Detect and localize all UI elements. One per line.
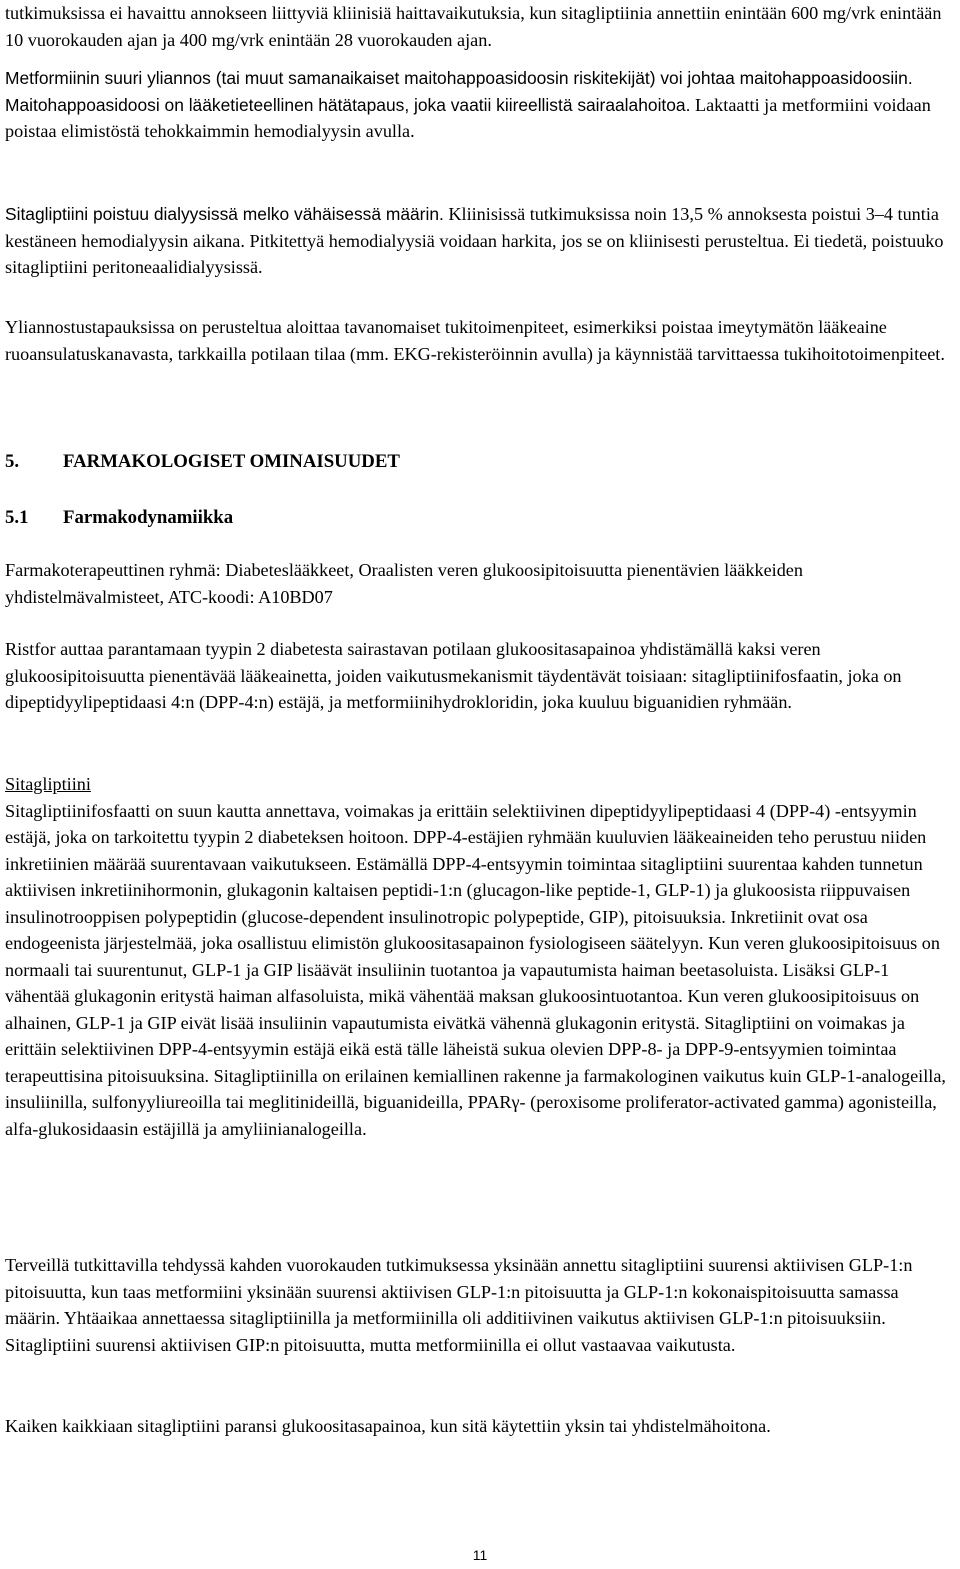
section-title: Farmakodynamiikka: [63, 507, 234, 528]
text-hemodialysis: Laktaatti ja metformiini voidaan poistaa elimistöstä tehokkaimmin hemodialyysin avulla.: [5, 94, 931, 141]
section-title: FARMAKOLOGISET OMINAISUUDET: [63, 451, 400, 472]
paragraph-sitagliptin-mechanism: Sitagliptiinifosfaatti on suun kautta annettava, voimakas ja erittäin selektiivinen dipeptidyylipeptidaasi 4 (DPP-4) -entsyymin estäjä, joka on tarkoitettu tyypin 2 diabeteksen hoitoon. DPP-4-estäjien ryhmään kuuluvien lääkeaineiden teho perustuu niiden inkretiinien määrää suurentavaan vaikutukseen. Estämällä DPP-4-entsyymin toimintaa sitagliptiini suurentaa kahden tunnetun aktiivisen inkretiinihormonin, glukagonin kaltaisen peptidi-1:n (glucagon-like peptide-1, GLP-1) ja glukoosista riippuvaisen insulinotrooppisen polypeptidin (glucose-dependent insulinotropic polypeptide, GIP), pitoisuuksia. Inkretiinit ovat osa endogeenista järjestelmää, joka osallistuu elimistön glukoositasapainon fysiologiseen säätelyyn. Kun veren glukoosipitoisuus on normaali tai suurentunut, GLP-1 ja GIP lisäävät insuliinin tuotantoa ja vapautumista haiman beetasoluista. Lisäksi GLP-1 vähentää glukagonin eritystä haiman alfasoluista, mikä vähentää maksan glukoosintuotantoa. Kun veren glukoosipitoisuus on alhainen, GLP-1 ja GIP eivät lisää insuliinin vapautumista eivätkä vähennä glukagonin eritystä. Sitagliptiini on voimakas ja erittäin selektiivinen DPP-4-entsyymin estäjä eikä estä tälle läheistä sukua olevien DPP-8- ja DPP-9-entsyymien toimintaa terapeuttisina pitoisuuksina. Sitagliptiinilla on erilainen kemiallinen rakenne ja farmakologinen vaikutus kuin GLP-1-analogeilla, insuliinilla, sulfonyyliureoilla tai meglitinideillä, biguanideilla, PPARγ- (peroxisome proliferator-activated gamma) agonisteilla, alfa-glukosidaasin estäjillä ja amyliinianalogeilla.: [5, 800, 946, 1139]
paragraph-atc-code: Farmakoterapeuttinen ryhmä: Diabeteslääkkeet, Oraalisten veren glukoosipitoisuutta pienentävien lääkkeiden yhdistelmävalmisteet, ATC-koodi: A10BD07: [5, 560, 803, 607]
text-prolonged-dialysis: Pitkitettyä hemodialyysiä voidaan harkita, jos se on kliinisesti perusteltua.: [249, 230, 789, 251]
paragraph-healthy-study: Terveillä tutkittavilla tehdyssä kahden vuorokauden tutkimuksessa yksinään annettu sitagliptiini suurensi aktiivisen GLP-1:n pitoisuutta, kun taas metformiini yksinään suurensi aktiivisen GLP-1:n pitoisuutta ja GLP-1:n kokonaispitoisuutta samassa määrin. Yhtäaikaa annettaessa sitagliptiinilla ja metformiinilla oli additiivinen vaikutus aktiivisen GLP-1:n pitoisuuksiin. Sitagliptiini suurensi aktiivisen GIP:n pitoisuutta, mutta metformiinilla ei ollut vastaavaa vaikutusta.: [5, 1255, 913, 1355]
paragraph-dose-studies: tutkimuksissa ei havaittu annokseen liittyviä kliinisiä haittavaikutuksia, kun sitagliptiinia annettiin enintään 600 mg/vrk enintään 10 vuorokauden ajan ja 400 mg/vrk enintään 28 vuorokauden ajan.: [5, 3, 942, 50]
text-peritoneal-dialysis: Ei tiedetä, poistuuko sitagliptiini peritoneaalidialyysissä.: [5, 230, 944, 277]
subsection-title: Sitagliptiini: [5, 774, 91, 794]
paragraph-sitagliptin-dialysis: [5, 201, 955, 281]
paragraph-overall: Kaiken kaikkiaan sitagliptiini paransi glukoositasapainoa, kun sitä käytettiin yksin tai yhdistelmähoitona.: [5, 1416, 771, 1436]
section-heading-5-1: [5, 505, 233, 531]
page-number: 11: [472, 1547, 488, 1563]
section-number: 5.: [5, 451, 20, 472]
section-number: 5.1: [5, 507, 29, 528]
text-lactic-acidosis: Metformiinin suuri yliannos (tai muut samanaikaiset maitohappoasidoosin riskitekijät) voi johtaa maitohappoasidoosiin. Maitohappoasidoosi on lääketieteellinen hätätapaus, joka vaatii kiireellistä sairaalahoitoa.: [5, 68, 913, 115]
text-clinical-studies: Kliinisissä tutkimuksissa noin 13,5 % annoksesta poistui 3–4 tuntia kestäneen hemodialyysin aikana.: [5, 204, 939, 251]
text-dialysis-minor: Sitagliptiini poistuu dialyysissä melko vähäisessä määrin.: [5, 204, 444, 224]
paragraph-overdose-measures: Yliannostustapauksissa on perusteltua aloittaa tavanomaiset tukitoimenpiteet, esimerkiksi poistaa imeytymätön lääkeaine ruoansulatuskanavasta, tarkkailla potilaan tilaa (mm. EKG-rekisteröinnin avulla) ja käynnistää tarvittaessa tukihoitotoimenpiteet.: [5, 317, 945, 364]
paragraph-metformin-overdose: [5, 65, 955, 145]
subsection-sitagliptin: [5, 771, 955, 1142]
paragraph-ristfor-intro: Ristfor auttaa parantamaan tyypin 2 diabetesta sairastavan potilaan glukoositasapainoa yhdistämällä kaksi veren glukoosipitoisuutta pienentävää lääkeainetta, joiden vaikutusmekanismit täydentävät toisiaan: sitagliptiinifosfaatin, joka on dipeptidyylipeptidaasi 4:n (DPP-4:n) estäjä, ja metformiinihydrokloridin, joka kuuluu biguanidien ryhmään.: [5, 639, 902, 712]
section-heading-5: [5, 449, 400, 475]
